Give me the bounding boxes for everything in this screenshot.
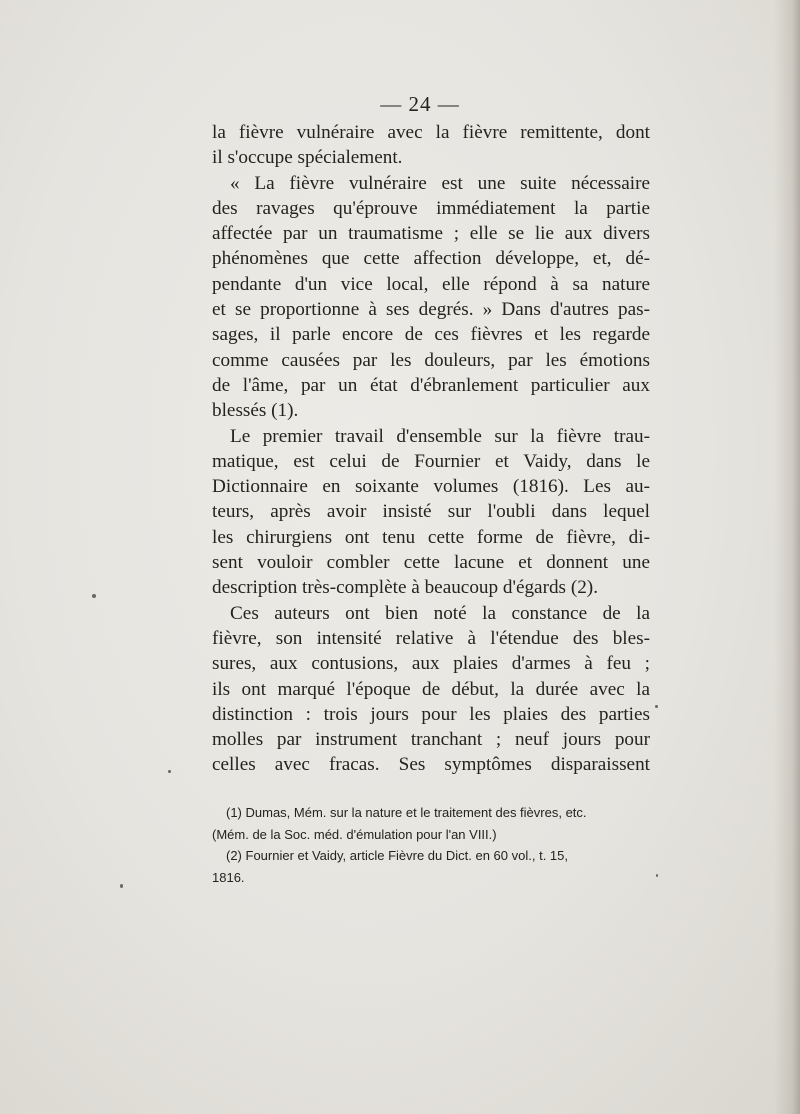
page-number: — 24 — <box>380 92 460 116</box>
text-line: blessés (1). <box>212 400 299 422</box>
text-line: des ravages qu'éprouve immédiatement la partie <box>212 197 650 219</box>
footnotes <box>212 802 650 888</box>
paper-speck <box>92 594 96 598</box>
footnote-line: (Mém. de la Soc. méd. d'émulation pour l'an VIII.) <box>212 826 497 842</box>
body-text <box>212 120 650 778</box>
paper-speck <box>655 705 658 708</box>
text-line: fièvre, son intensité relative à l'étendue des bles- <box>212 627 650 649</box>
text-line: Ces auteurs ont bien noté la constance de la <box>230 602 650 624</box>
page-edge-shadow <box>774 0 800 1114</box>
text-line: description très-complète à beaucoup d'égards (2). <box>212 577 598 599</box>
text-line: phénomènes que cette affection développe, et, dé- <box>212 248 650 270</box>
text-line: matique, est celui de Fournier et Vaidy, dans le <box>212 450 650 472</box>
text-line: teurs, après avoir insisté sur l'oubli dans lequel <box>212 501 650 523</box>
text-line: les chirurgiens ont tenu cette forme de fièvre, di- <box>212 526 650 548</box>
paper-speck <box>656 874 658 877</box>
text-line: molles par instrument tranchant ; neuf jours pour <box>212 729 650 751</box>
text-line: celles avec fracas. Ses symptômes disparaissent <box>212 754 650 776</box>
text-line: affectée par un traumatisme ; elle se lie aux divers <box>212 223 650 245</box>
text-line: Dictionnaire en soixante volumes (1816). Les au- <box>212 476 650 498</box>
footnote-line: (1) Dumas, Mém. sur la nature et le traitement des fièvres, etc. <box>226 805 587 820</box>
text-line: de l'âme, par un état d'ébranlement particulier aux <box>212 374 650 396</box>
text-line: sures, aux contusions, aux plaies d'armes à feu ; <box>212 653 650 675</box>
paper-speck <box>168 770 171 773</box>
text-line: il s'occupe spécialement. <box>212 147 403 169</box>
paper-speck <box>120 884 123 888</box>
text-line: comme causées par les douleurs, par les émotions <box>212 349 650 371</box>
text-line: distinction : trois jours pour les plaies des parties <box>212 703 650 725</box>
text-line: la fièvre vulnéraire avec la fièvre remittente, dont <box>212 122 650 143</box>
text-line: pendante d'un vice local, elle répond à sa nature <box>212 273 650 295</box>
text-line: et se proportionne à ses degrés. » Dans d'autres pas- <box>212 299 650 321</box>
text-line: ils ont marqué l'époque de début, la durée avec la <box>212 678 650 700</box>
footnote-line: 1816. <box>212 869 245 885</box>
footnote-line: (2) Fournier et Vaidy, article Fièvre du Dict. en 60 vol., t. 15, <box>226 848 568 863</box>
text-line: sages, il parle encore de ces fièvres et les regarde <box>212 324 650 346</box>
text-line: « La fièvre vulnéraire est une suite nécessaire <box>230 172 650 194</box>
text-line: sent vouloir combler cette lacune et donnent une <box>212 552 650 574</box>
text-line: Le premier travail d'ensemble sur la fièvre trau- <box>230 425 650 447</box>
